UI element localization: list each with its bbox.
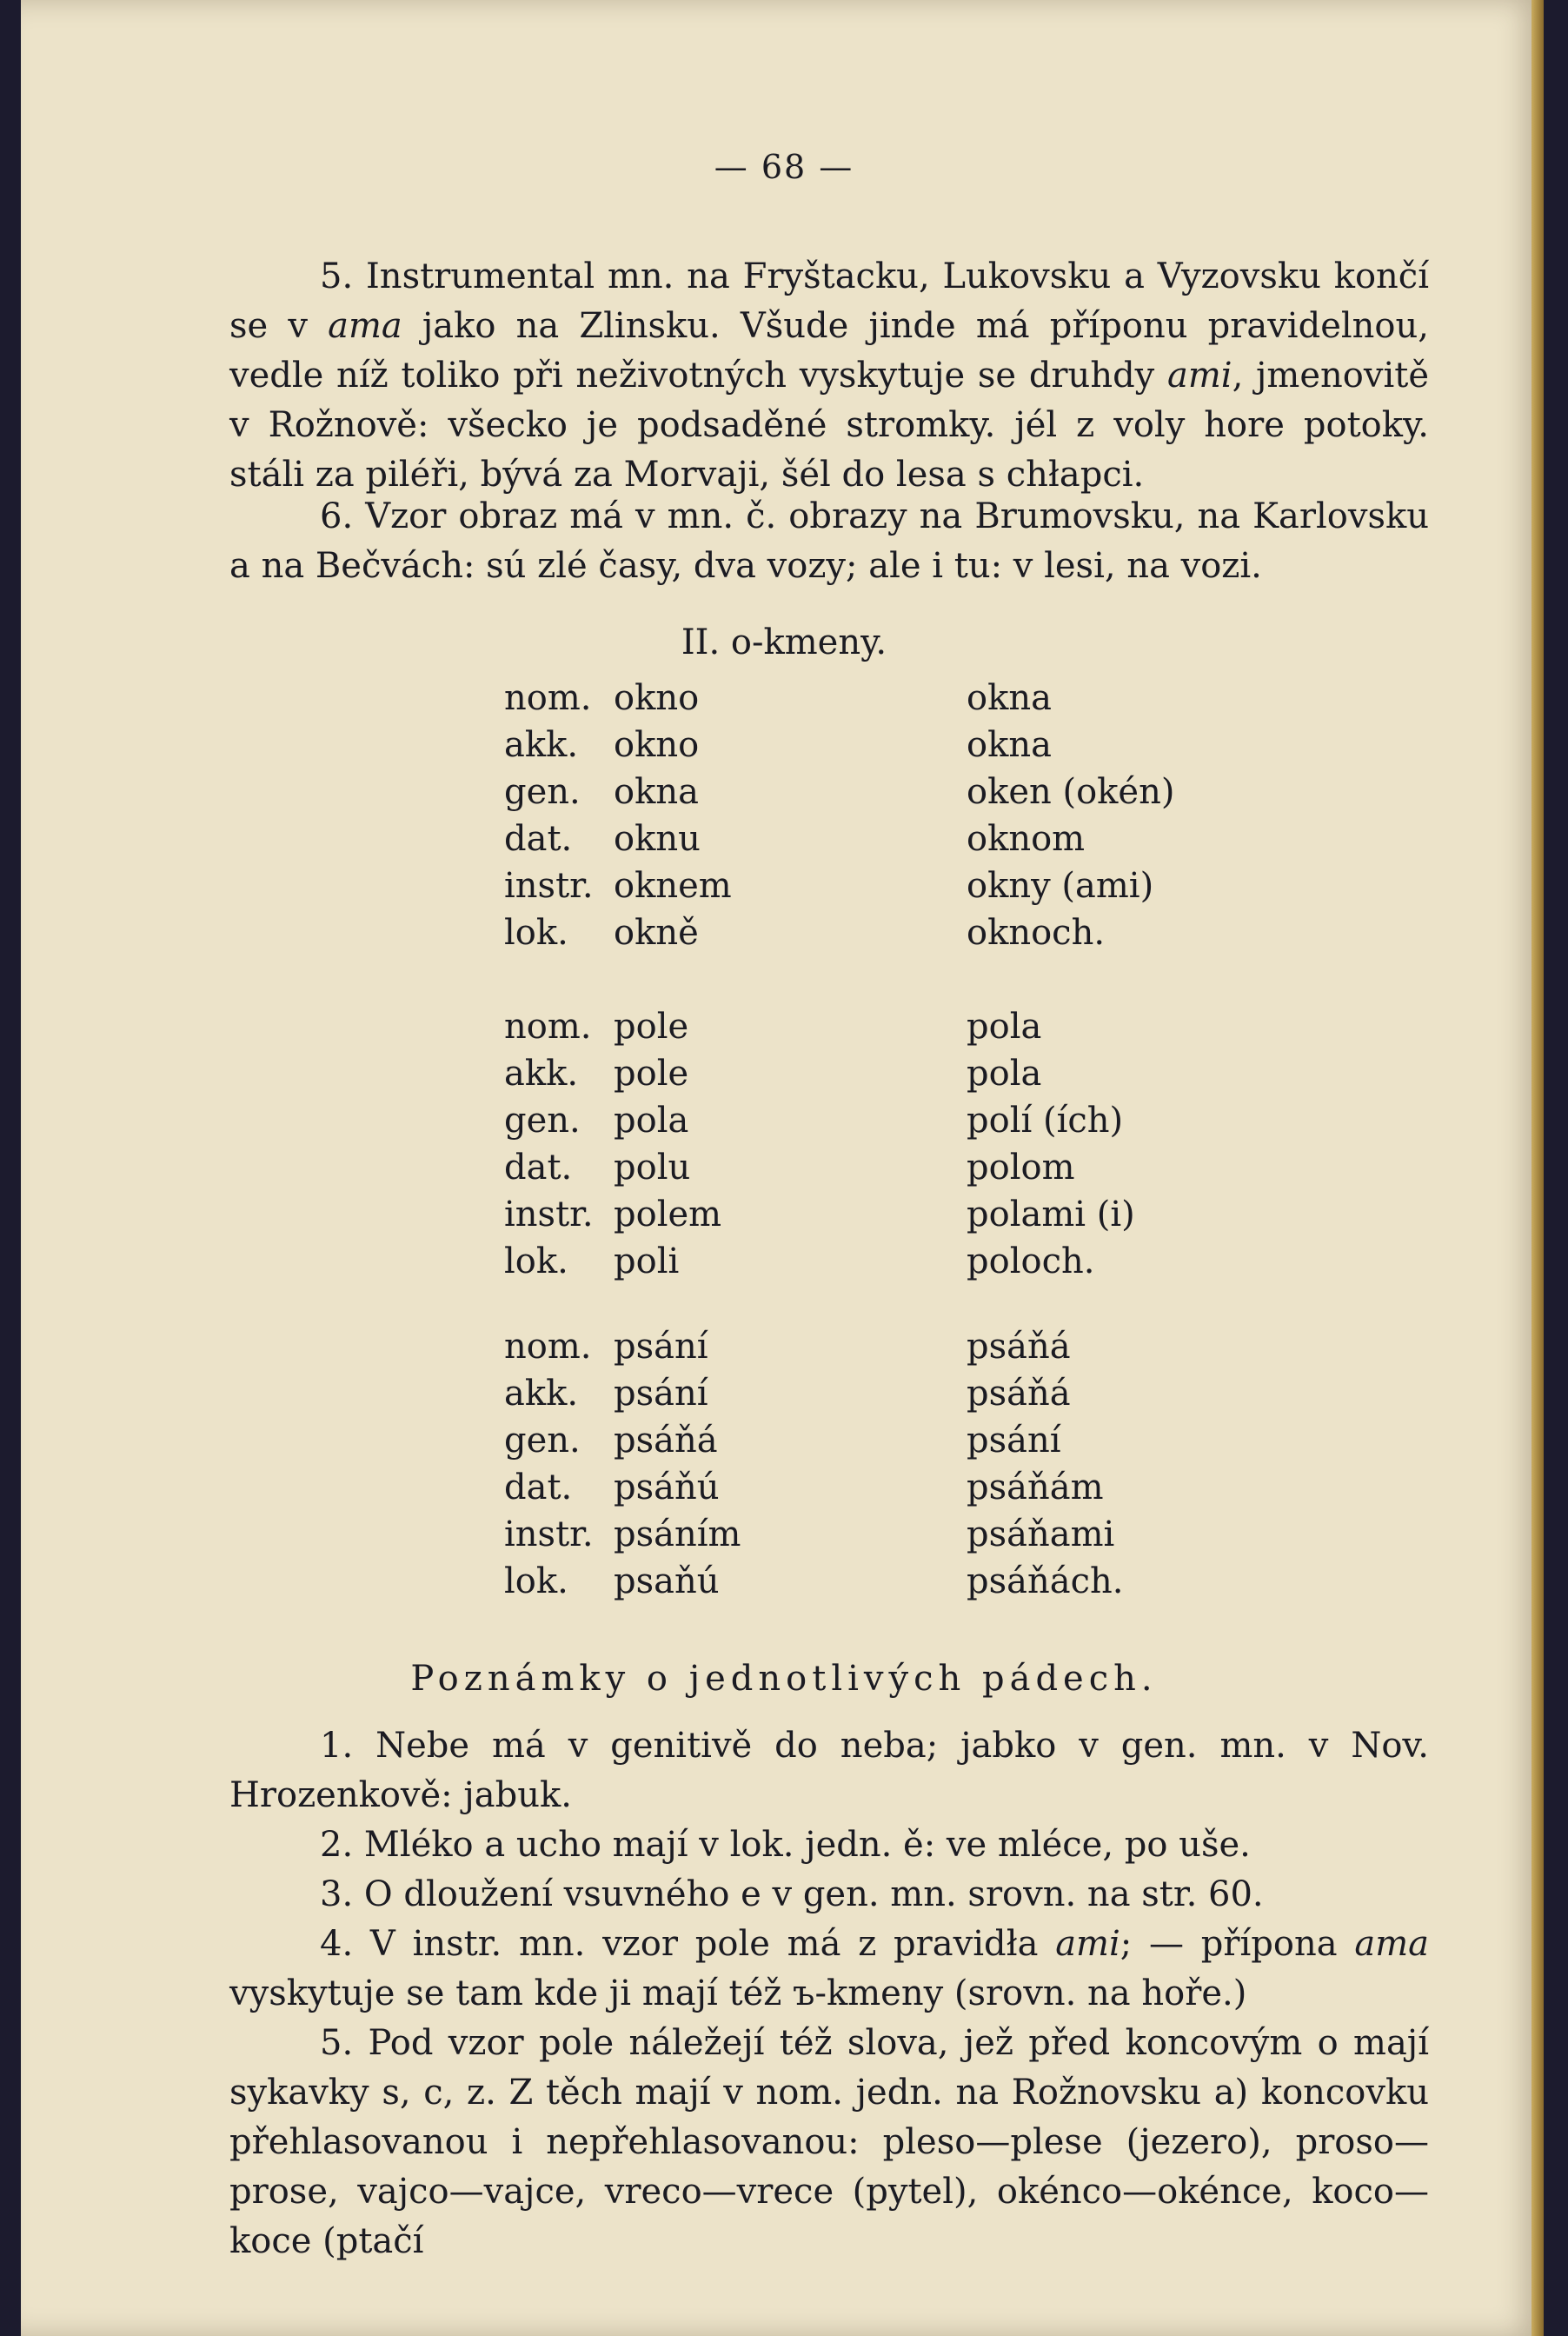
singular-form: okno <box>614 678 700 718</box>
note-2 <box>229 1820 1429 1870</box>
case-label: dat. <box>504 1467 573 1507</box>
case-label: akk. <box>504 1054 579 1094</box>
case-label: nom. <box>504 678 592 718</box>
plural-form: okny (ami) <box>967 866 1154 906</box>
singular-form: psání <box>614 1374 708 1414</box>
singular-form: poli <box>614 1241 680 1281</box>
plural-form: polí (ích) <box>967 1101 1124 1141</box>
singular-form: psáním <box>614 1514 741 1554</box>
plural-form: okna <box>967 678 1052 718</box>
para5-number: 5. <box>320 256 354 296</box>
section-heading: II. o-kmeny. <box>681 622 887 662</box>
notes-list <box>229 1721 1429 2266</box>
note-4-italic-a: ami <box>1055 1924 1120 1964</box>
singular-form: oknem <box>614 866 732 906</box>
para5-text-1: Instrumental mn. na Fryštacku, Lukovsku a Vyzovsku končí se v <box>229 256 1429 346</box>
singular-form: pole <box>614 1054 689 1094</box>
plural-form: psání <box>967 1421 1061 1461</box>
page-number: — 68 — <box>714 148 854 186</box>
singular-form: pola <box>614 1101 689 1141</box>
singular-form: okno <box>614 725 700 765</box>
note-4-text-a: 4. V instr. mn. vzor pole má z pravidła <box>320 1924 1056 1964</box>
singular-form: psaňú <box>614 1561 720 1601</box>
case-label: lok. <box>504 913 568 953</box>
case-label: lok. <box>504 1241 568 1281</box>
case-label: gen. <box>504 772 581 812</box>
case-label: instr. <box>504 866 594 906</box>
para5-italic-1: ama <box>328 306 402 346</box>
plural-form: psáňám <box>967 1467 1104 1507</box>
singular-form: psáňú <box>614 1467 720 1507</box>
note-2-text: 2. Mléko a ucho mají v lok. jedn. ě: ve mléce, po uše. <box>320 1825 1251 1865</box>
para6-number: 6. <box>320 496 354 536</box>
plural-form: psáňá <box>967 1327 1071 1367</box>
note-5-text: 5. Pod vzor pole náležejí též slova, jež před koncovým o mají sykavky s, c, z. Z těch mají v nom. jedn. na Rožnovsku a) koncovku přehlasovanou i nepřehlasovanou: pleso—plese (jezero), proso—prose, vajco—vajce, vreco—vrece (pytel), okénco—okénce, koco—koce (ptačí <box>229 2023 1429 2261</box>
case-label: akk. <box>504 1374 579 1414</box>
para6-text: Vzor obraz má v mn. č. obrazy na Brumovsku, na Karlovsku a na Bečvách: sú zlé časy, dva vozy; ale i tu: v lesi, na vozi. <box>229 496 1429 586</box>
note-1-text: 1. Nebe má v genitivě do neba; jabko v gen. mn. v Nov. Hrozenkově: jabuk. <box>229 1726 1429 1815</box>
plural-form: pola <box>967 1054 1042 1094</box>
case-label: nom. <box>504 1007 592 1047</box>
note-4 <box>229 1920 1429 2019</box>
paragraph-6 <box>229 492 1429 591</box>
case-label: gen. <box>504 1421 581 1461</box>
case-label: gen. <box>504 1101 581 1141</box>
plural-form: polom <box>967 1148 1075 1188</box>
case-label: lok. <box>504 1561 568 1601</box>
case-label: dat. <box>504 819 573 859</box>
case-label: instr. <box>504 1514 594 1554</box>
plural-form: pola <box>967 1007 1042 1047</box>
note-3-text: 3. O dloužení vsuvného e v gen. mn. srovn. na str. 60. <box>320 1874 1264 1914</box>
plural-form: psáňá <box>967 1374 1071 1414</box>
note-3 <box>229 1870 1429 1920</box>
plural-form: psáňami <box>967 1514 1115 1554</box>
plural-form: psáňách. <box>967 1561 1124 1601</box>
case-label: nom. <box>504 1327 592 1367</box>
note-5 <box>229 2019 1429 2266</box>
case-label: dat. <box>504 1148 573 1188</box>
singular-form: okna <box>614 772 699 812</box>
note-4-text-c: vyskytuje se tam kde ji mají též ъ-kmeny (srovn. na hoře.) <box>229 1973 1247 2013</box>
note-1 <box>229 1721 1429 1820</box>
paragraph-5 <box>229 252 1429 500</box>
note-4-text-b: ; — přípona <box>1120 1924 1355 1964</box>
note-4-italic-b: ama <box>1354 1924 1429 1964</box>
plural-form: polami (i) <box>967 1195 1135 1235</box>
singular-form: polem <box>614 1195 722 1235</box>
para5-text-3: , jmenovitě v Rožnově: všecko je podsaděné stromky. jél z voly hore potoky. stáli za piléři, bývá za Morvaji, šél do lesa s chłapci. <box>229 356 1429 495</box>
para5-italic-2: ami <box>1167 356 1232 396</box>
singular-form: oknu <box>614 819 701 859</box>
case-label: instr. <box>504 1195 594 1235</box>
plural-form: oken (okén) <box>967 772 1175 812</box>
singular-form: psáňá <box>614 1421 718 1461</box>
singular-form: polu <box>614 1148 691 1188</box>
plural-form: oknoch. <box>967 913 1106 953</box>
plural-form: oknom <box>967 819 1086 859</box>
singular-form: pole <box>614 1007 689 1047</box>
case-label: akk. <box>504 725 579 765</box>
para5-text-2: jako na Zlinsku. Všude jinde má příponu pravidelnou, vedle níž toliko při neživotných vyskytuje se druhdy <box>229 306 1429 396</box>
singular-form: psání <box>614 1327 708 1367</box>
notes-heading: Poznámky o jednotlivých pádech. <box>410 1659 1158 1699</box>
plural-form: okna <box>967 725 1052 765</box>
plural-form: poloch. <box>967 1241 1095 1281</box>
singular-form: okně <box>614 913 699 953</box>
book-spine <box>1531 0 1544 2336</box>
